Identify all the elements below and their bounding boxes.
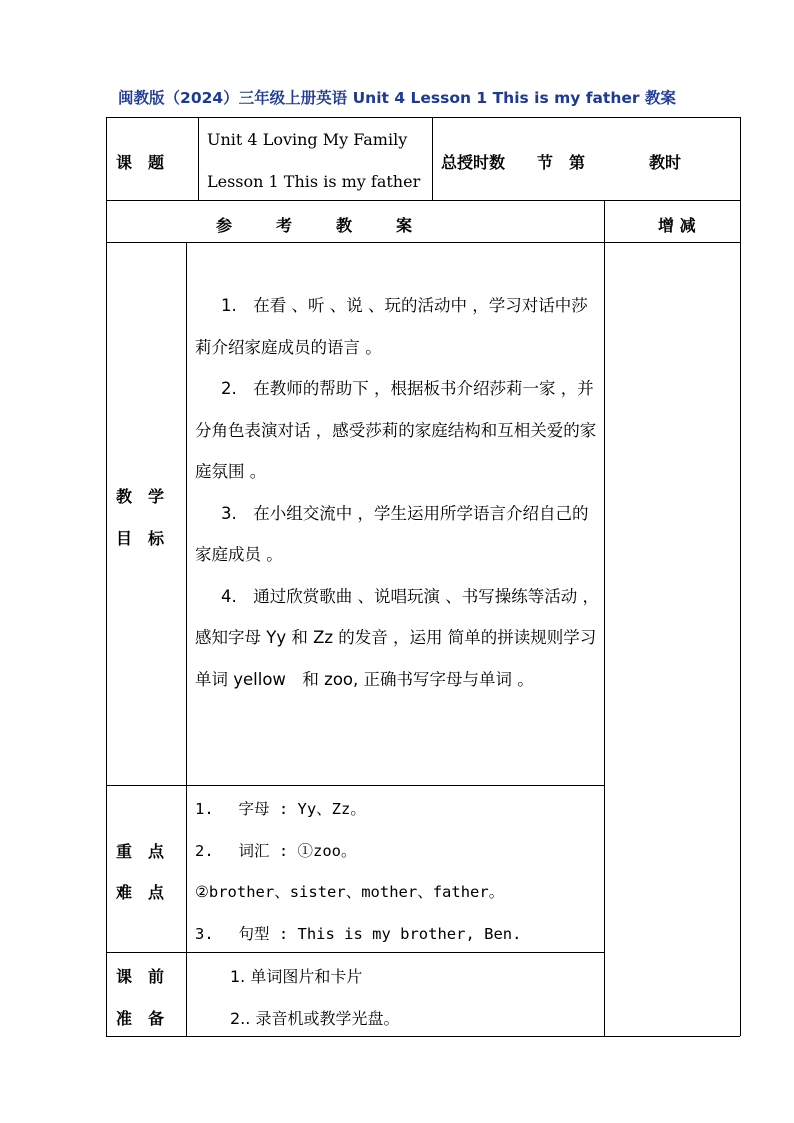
objectives-label-top: 教 学 xyxy=(116,487,165,506)
objective-item: 3. 在小组交流中 ，学生运用所学语言介绍自己的家庭成员 。 xyxy=(195,503,589,564)
key-point-line: 1. 字母 : Yy、Zz。 xyxy=(195,800,366,818)
objective-item: 1. 在看 、听 、说 、玩的活动中 ，学习对话中莎莉介绍家庭成员的语言 。 xyxy=(195,296,588,357)
preparation-line: 1. 单词图片和卡片 xyxy=(230,967,363,986)
key-point-line: ②brother、sister、mother、father。 xyxy=(195,883,505,901)
lesson-title: Lesson 1 This is my father xyxy=(207,172,421,191)
key-points-label-top: 重 点 xyxy=(116,842,165,861)
objectives-label-bottom: 目 标 xyxy=(116,529,165,548)
objective-item: 2. 在教师的帮助下 ，根据板书介绍莎莉一家 ，并分角色表演对话 ，感受莎莉的家庭结构和互相关爱的家庭氛围 。 xyxy=(195,379,597,481)
adjust-header: 增 减 xyxy=(658,216,696,235)
total-hours-label: 总授时数 节 第 教时 xyxy=(441,153,682,172)
topic-label: 课 题 xyxy=(116,153,165,172)
preparation-line: 2.. 录音机或教学光盘。 xyxy=(230,1009,400,1028)
objectives-list xyxy=(195,285,600,700)
key-point-line: 2. 词汇 : ①zoo。 xyxy=(195,842,357,860)
preparation-label-top: 课 前 xyxy=(116,967,165,986)
key-point-line: 3. 句型 : This is my brother, Ben. xyxy=(195,925,522,943)
reference-plan-header: 参 考 教 案 xyxy=(216,216,417,235)
key-points-label-bottom: 难 点 xyxy=(116,883,165,902)
preparation-label-bottom: 准 备 xyxy=(116,1009,165,1028)
objective-item: 4. 通过欣赏歌曲 、说唱玩演 、书写操练等活动 ，感知字母 Yy 和 Zz 的发音 ，运用 简单的拼读规则学习单词 yellow 和 zoo, 正确书写字母与单词 。 xyxy=(195,586,599,689)
unit-title: Unit 4 Loving My Family xyxy=(207,130,408,149)
document-title: 闽教版（2024）三年级上册英语 Unit 4 Lesson 1 This is my father 教案 xyxy=(118,89,676,107)
